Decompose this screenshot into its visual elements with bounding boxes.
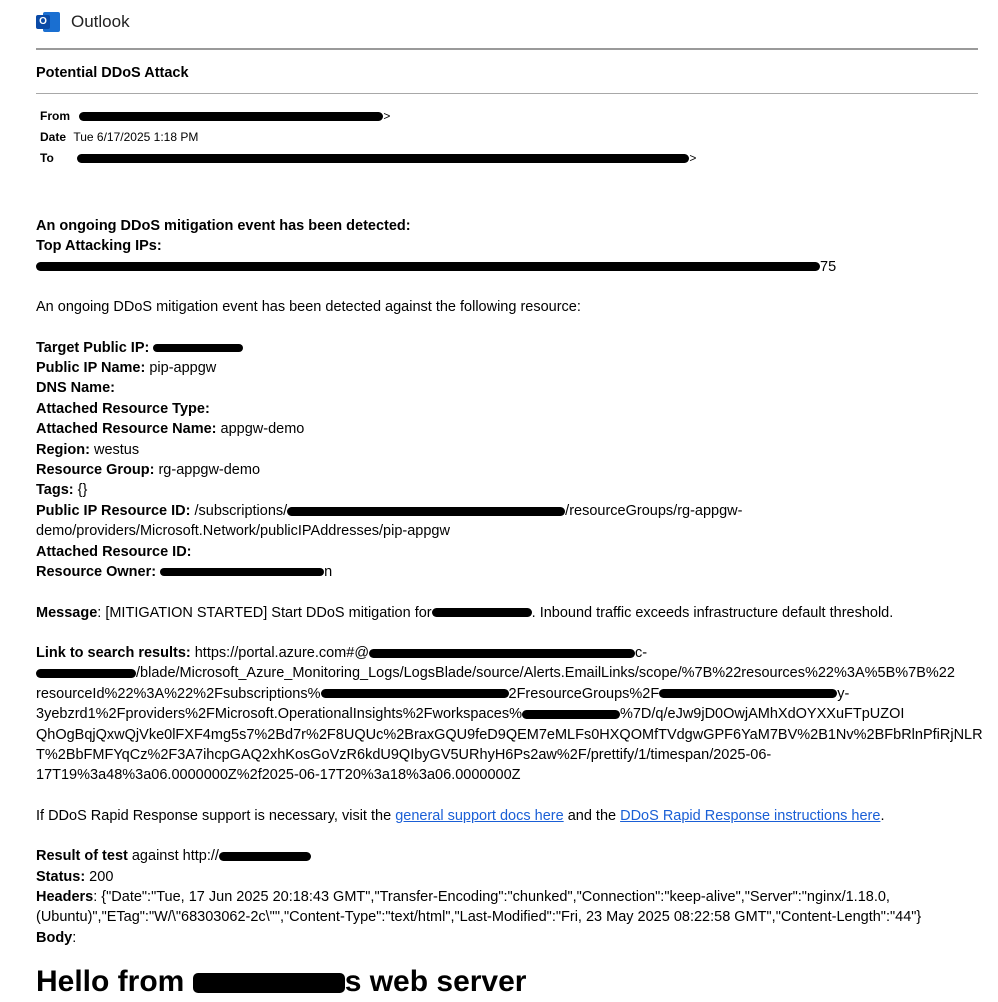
support-row	[36, 806, 976, 826]
rg-link-redaction	[659, 689, 837, 698]
link-text[interactable]: %7D/q/eJw9jD0OwjAMhXdOYXXuFTpUZOI	[619, 706, 905, 723]
email-subject: Potential DDoS Attack	[36, 65, 189, 81]
field-value: westus	[89, 441, 140, 458]
field-label: DNS Name:	[36, 380, 115, 397]
field-pip-resource-id	[36, 501, 976, 521]
link-text[interactable]: y-	[837, 685, 850, 702]
email-body	[36, 216, 983, 948]
owner-redaction	[160, 568, 324, 576]
outlook-icon: O	[36, 11, 60, 33]
support-text: .	[880, 807, 885, 824]
status-label: Status:	[36, 868, 86, 885]
link-text[interactable]: 2FresourceGroups%2F	[508, 685, 660, 702]
workspace-link-redaction	[522, 710, 620, 719]
message-text: : [MITIGATION STARTED] Start DDoS mitigation for	[97, 604, 432, 621]
from-redaction	[79, 112, 383, 121]
body-row	[36, 928, 976, 948]
field-region	[36, 440, 976, 460]
field-label: Attached Resource Type:	[36, 400, 210, 417]
field-label: Resource Owner:	[36, 564, 157, 581]
link-text[interactable]: 3yebzrd1%2Fproviders%2FMicrosoft.OperationalInsights%2Fworkspaces%	[36, 706, 522, 723]
field-label: Public IP Resource ID:	[36, 502, 191, 519]
event-heading: An ongoing DDoS mitigation event has been detected:	[36, 218, 411, 234]
link-row-5[interactable]: QhOgBqjQxwQjVke0lFXF4mg5s7%2Bd7r%2F8UQUc%2BraxGQU9feD9QEM7eMLFs0HXQOMfTVdgwGPF6YaM7BV%2B1Nv%2BFbRlnPfiRjNLR	[36, 726, 983, 743]
headers-label: Headers	[36, 888, 94, 905]
result-ip-redaction	[219, 852, 311, 861]
field-label: Tags:	[36, 482, 74, 499]
message-ip-redaction	[432, 608, 532, 617]
date-label: Date	[40, 130, 67, 144]
to-suffix: >	[689, 151, 697, 165]
field-label: Public IP Name:	[36, 360, 146, 377]
support-text: and the	[563, 807, 621, 824]
field-value: rg-appgw-demo	[154, 462, 261, 479]
message-row	[36, 603, 976, 623]
result-label: Result of test	[36, 848, 128, 865]
field-tags	[36, 480, 976, 500]
link-text[interactable]: /blade/Microsoft_Azure_Monitoring_Logs/LogsBlade/source/Alerts.EmailLinks/scope/%7B%22resources%22%3A%5B%7B%22	[136, 665, 955, 682]
subscription-redaction	[287, 507, 565, 516]
field-target-ip	[36, 338, 976, 358]
field-value: n	[324, 564, 333, 581]
general-support-link[interactable]: general support docs here	[395, 807, 564, 824]
to-label: To	[40, 151, 54, 165]
headers-value: : {"Date":"Tue, 17 Jun 2025 20:18:43 GMT","Transfer-Encoding":"chunked","Connection":"keep-alive","Server":"nginx/1.18.0,	[93, 888, 890, 905]
status-row	[36, 867, 976, 887]
field-resource-group	[36, 460, 976, 480]
field-value: pip-appgw	[145, 360, 217, 377]
link-row-2[interactable]	[36, 663, 976, 683]
app-header	[36, 9, 130, 35]
to-row	[40, 150, 696, 166]
field-label: Attached Resource Name:	[36, 421, 217, 438]
top-ips-heading: Top Attacking IPs:	[36, 238, 162, 255]
date-row	[40, 129, 198, 145]
name-redaction	[193, 973, 345, 993]
hello-heading	[36, 962, 526, 1002]
headers-row	[36, 887, 976, 907]
link-row-3[interactable]	[36, 684, 976, 704]
tenant-redaction-2	[36, 669, 136, 678]
field-attached-type	[36, 399, 976, 419]
attacking-ips	[36, 257, 976, 277]
result-row	[36, 846, 976, 866]
field-value: appgw-demo	[216, 421, 305, 438]
field-attached-resource-id	[36, 542, 976, 562]
body-label: Body	[36, 929, 73, 946]
field-attached-name	[36, 419, 976, 439]
field-label: Resource Group:	[36, 462, 155, 479]
field-value: {}	[73, 482, 88, 499]
field-value: /subscriptions/	[190, 502, 288, 519]
status-value: 200	[85, 868, 114, 885]
field-label: Attached Resource ID:	[36, 543, 192, 560]
field-label: Region:	[36, 441, 90, 458]
from-label: From	[40, 109, 70, 123]
hello-text: Hello from	[36, 965, 193, 998]
link-row-6[interactable]: T%2BbFMFYqCz%2F3A7ihcpGAQ2xhKosGoVzR6kdU9QIbyGV5URhyH6Ps2aw%2F/prettify/1/timespan/2025-06-	[36, 746, 772, 763]
message-text: . Inbound traffic exceeds infrastructure default threshold.	[531, 604, 894, 621]
link-text[interactable]: https://portal.azure.com#@	[190, 644, 370, 661]
field-value: /resourceGroups/rg-appgw-	[565, 502, 743, 519]
link-text[interactable]: c-	[635, 644, 648, 661]
message-label: Message	[36, 604, 98, 621]
from-suffix: >	[383, 109, 391, 123]
link-text[interactable]: resourceId%22%3A%22%2Fsubscriptions%	[36, 685, 321, 702]
field-public-ip-name	[36, 358, 976, 378]
field-dns-name	[36, 378, 976, 398]
ips-redaction	[36, 262, 820, 271]
app-title: Outlook	[71, 12, 130, 31]
subscription-link-redaction	[321, 689, 509, 698]
to-redaction	[77, 154, 689, 163]
link-label: Link to search results:	[36, 644, 191, 661]
hello-text: s web server	[344, 965, 527, 998]
ips-tail: 75	[820, 258, 837, 275]
field-label: Target Public IP:	[36, 339, 150, 356]
subject-divider	[36, 93, 978, 94]
body-colon: :	[72, 929, 77, 946]
pip-resource-id-cont: demo/providers/Microsoft.Network/publicIPAddresses/pip-appgw	[36, 523, 450, 540]
ddos-rapid-response-link[interactable]: DDoS Rapid Response instructions here	[620, 807, 881, 824]
target-ip-redaction	[153, 344, 243, 352]
field-resource-owner	[36, 562, 976, 582]
date-value: Tue 6/17/2025 1:18 PM	[73, 130, 199, 144]
link-row-7[interactable]: 17T19%3a48%3a06.0000000Z%2f2025-06-17T20%3a18%3a06.0000000Z	[36, 767, 521, 784]
link-row	[36, 643, 976, 663]
tenant-redaction	[369, 649, 635, 658]
support-text: If DDoS Rapid Response support is necessary, visit the	[36, 807, 396, 824]
result-text: against http://	[127, 848, 219, 865]
intro-text: An ongoing DDoS mitigation event has been detected against the following resource:	[36, 299, 581, 316]
link-row-4[interactable]	[36, 704, 976, 724]
header-divider	[36, 48, 978, 50]
headers-row-2: (Ubuntu)","ETag":"W/\"68303062-2c\"","Content-Type":"text/html","Last-Modified":"Fri, 23 May 2025 08:22:58 GMT","Content-Length":"44"}	[36, 909, 922, 926]
from-row	[40, 108, 390, 124]
